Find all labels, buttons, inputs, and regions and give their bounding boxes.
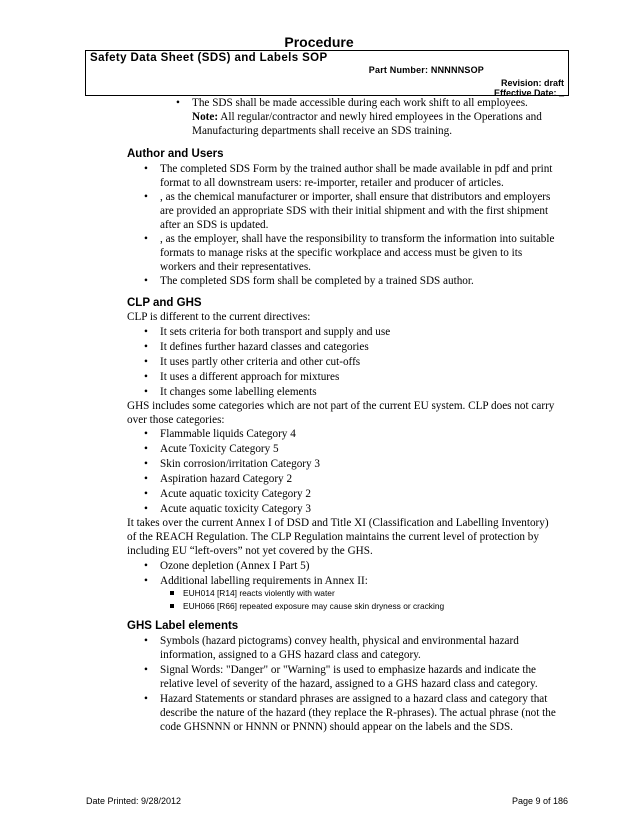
paragraph: including EU “left-overs” not yet covered by the GHS. — [127, 545, 373, 557]
list-item-cont: describe the nature of the hazard (they replace the R-phrases). The actual phrase (not the — [160, 707, 556, 719]
revision: Revision: draft — [500, 78, 564, 88]
list-item-cont: formats to manage risks at the specific workplace and access must be given to its — [160, 247, 523, 259]
paragraph: of the REACH Regulation. The CLP Regulation maintains the current level of protection by — [127, 531, 539, 543]
list-item: • Flammable liquids Category 4 — [160, 428, 296, 442]
list-item: • It uses partly other criteria and other cut-offs — [160, 356, 360, 370]
list-item: • It defines further hazard classes and categories — [160, 341, 369, 355]
paragraph: It takes over the current Annex I of DSD and Title XI (Classification and Labelling Inventory) — [127, 517, 549, 529]
sub-list-item: EUH066 [R66] repeated exposure may cause skin dryness or cracking — [183, 600, 444, 614]
list-item-cont: workers and their representatives. — [160, 261, 311, 273]
list-item: • Acute aquatic toxicity Category 2 — [160, 488, 311, 502]
paragraph: over those categories: — [127, 414, 225, 426]
list-item: • Skin corrosion/irritation Category 3 — [160, 458, 320, 472]
list-item: • Hazard Statements or standard phrases are assigned to a hazard class and category that — [160, 693, 547, 707]
list-item: • Acute aquatic toxicity Category 3 — [160, 503, 311, 517]
list-item-cont: relative level of severity of the hazard, assigned to a GHS hazard class and category. — [160, 678, 538, 690]
sop-title: Safety Data Sheet (SDS) and Labels SOP — [90, 52, 328, 64]
footer-date-printed: Date Printed: 9/28/2012 — [86, 796, 182, 806]
list-item-cont: are provided an appropriate SDS with their initial shipment and with the first shipment — [160, 205, 549, 217]
list-item: • Acute Toxicity Category 5 — [160, 443, 279, 457]
list-item: • Additional labelling requirements in Annex II: — [160, 575, 368, 589]
doc-title: Procedure — [284, 34, 354, 50]
effective-date: Effective Date: _ — [493, 88, 564, 98]
note-line: Manufacturing departments shall receive an SDS training. — [192, 125, 453, 137]
note-line — [192, 111, 542, 125]
list-item: • Signal Words: "Danger" or "Warning" is used to emphasize hazards and indicate the — [160, 664, 536, 678]
list-item-cont: after an SDS is updated. — [160, 219, 269, 231]
paragraph: GHS includes some categories which are not part of the current EU system. CLP does not carry — [127, 400, 555, 412]
section-heading-ghs-label: GHS Label elements — [127, 620, 239, 632]
list-item-cont: information, assigned to a GHS hazard class and category. — [160, 649, 421, 661]
intro-bullet: • The SDS shall be made accessible during each work shift to all employees. — [192, 97, 528, 111]
list-item: • It uses a different approach for mixtures — [160, 371, 339, 385]
section-heading-clp-ghs: CLP and GHS — [127, 297, 202, 309]
note-text: All regular/contractor and newly hired employees in the Operations and — [218, 111, 542, 123]
list-item: • Symbols (hazard pictograms) convey health, physical and environmental hazard — [160, 635, 519, 649]
note-label: Note: — [192, 111, 219, 123]
footer-page-number: Page 9 of 186 — [511, 796, 568, 806]
list-item: • The completed SDS form shall be completed by a trained SDS author. — [160, 275, 474, 289]
list-item: • , as the chemical manufacturer or importer, shall ensure that distributors and employers — [160, 191, 550, 205]
list-item: • It changes some labelling elements — [160, 386, 317, 400]
list-item: • , as the employer, shall have the responsibility to transform the information into suitable — [160, 233, 554, 247]
list-item: • Ozone depletion (Annex I Part 5) — [160, 560, 309, 574]
list-item: • The completed SDS Form by the trained author shall be made available in pdf and print — [160, 163, 552, 177]
section-heading-author-users: Author and Users — [127, 148, 224, 160]
part-number: Part Number: NNNNNSOP — [368, 65, 484, 75]
header-box — [85, 50, 569, 96]
list-item-cont: code GHSNNN or HNNN or PNNN) should appear on the labels and the SDS. — [160, 721, 513, 733]
sub-list-item: EUH014 [R14] reacts violently with water — [183, 587, 335, 601]
list-item-cont: format to all downstream users: re-importer, retailer and producer of articles. — [160, 177, 504, 189]
paragraph: CLP is different to the current directives: — [127, 311, 311, 323]
list-item: • Aspiration hazard Category 2 — [160, 473, 292, 487]
list-item: • It sets criteria for both transport and supply and use — [160, 326, 390, 340]
